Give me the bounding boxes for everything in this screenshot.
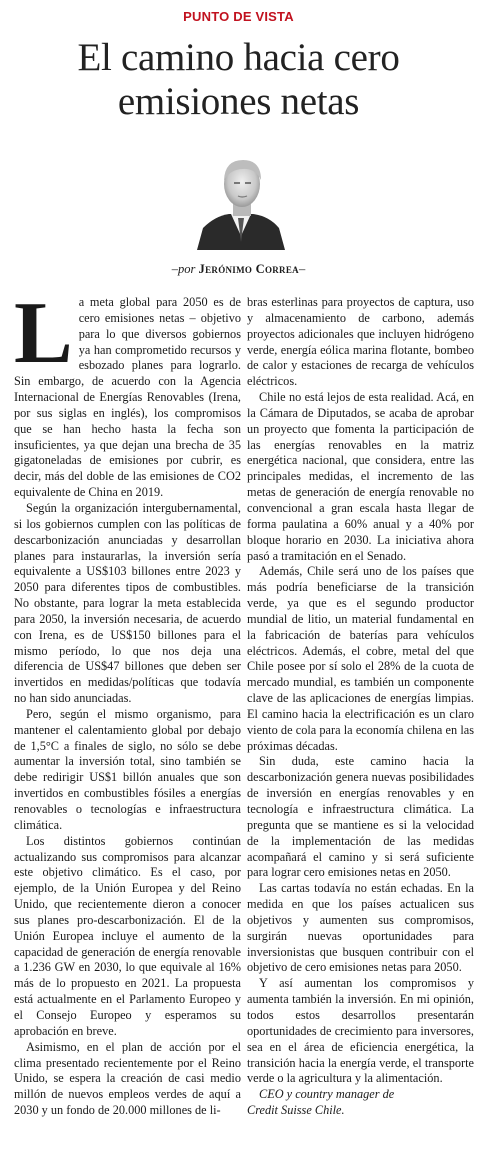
article-paragraph: Los distintos gobiernos continúan actualizando sus compromisos para alcanzar este objetivo climático. Es el caso, por ejemplo, de la Unión Europea y del Reino Unido, que recientemente dieron a conocer sus planes pro-descarbonización. El de la Unión Europea incluye el aumento de la capacidad de generación de energía renovable a 1.236 GW en 2030, lo que equivale al 16% más de lo propuesto en 2021. La propuesta está actualmente en el Parlamento Europeo y el Consejo Europeo y esperamos su aprobación en breve. bbox=[14, 833, 241, 1038]
article-paragraph: Las cartas todavía no están echadas. En la medida en que los países actualicen sus objetivos y aumenten sus compromisos, surgirán nuevas oportunidades para inversionistas que busquen contribuir con el objetivo de cero emisiones netas para 2050. bbox=[247, 881, 474, 975]
byline bbox=[0, 262, 477, 277]
article-paragraph: Y así aumentan los compromisos y aumenta también la inversión. En mi opinión, todos estos desarrollos presentarán oportunidades de crecimiento para inversores, sea en el área de eficiencia energética, la transición hacia la energía verde, el transporte verde o la agricultura y la alimentación. bbox=[247, 976, 474, 1086]
author-portrait bbox=[195, 150, 287, 250]
article-paragraph: Según la organización intergubernamental, si los gobiernos cumplen con las políticas de descarbonización anunciadas y desarrollan planes para instaurarlas, la inversión sería equivalente a US$103 billones entre 2023 y 2050 para diferentes tipos de combustibles. No obstante, para lograr la meta establecida para 2050, la inversión necesaria, de acuerdo con Irena, es de US$150 billones para el mismo período, lo que nos deja una diferencia de US$47 billones que deben ser invertidos en medidas/políticas que todavía no han sido anunciadas. bbox=[14, 500, 241, 706]
section-label: PUNTO DE VISTA bbox=[183, 9, 294, 24]
byline-prefix: –por bbox=[171, 262, 196, 276]
article-paragraph: bras esterlinas para proyectos de captura, uso y almacenamiento de carbono, además proyectos adicionales que incluyen hidrógeno verde, energía eólica marina flotante, bombeo de calor y estaciones de recarga de vehículos eléctricos. bbox=[247, 295, 474, 389]
byline-suffix: – bbox=[298, 262, 306, 276]
article-paragraph: Asimismo, en el plan de acción por el clima presentado recientemente por el Reino Unido, se espera la creación de casi medio millón de nuevos empleos verdes de aquí a 2030 y un fondo de 20.000 millones de li- bbox=[14, 1039, 241, 1118]
headline: El camino hacia cero emisiones netas bbox=[77, 36, 400, 123]
article-paragraph: Además, Chile será uno de los países que más podría beneficiarse de la transición verde, ya que es el segundo productor mundial de litio, un material fundamental en la fabricación de baterías para vehículos eléctricos. Además, el cobre, metal del que Chile posee por sí solo el 28% de la cuota de mercado mundial, es también un componente clave de las aplicaciones de energías limpias. El camino hacia la electrificación es un claro viento de cola para la economía chilena en las próximas décadas. bbox=[247, 564, 474, 753]
article-paragraph: Chile no está lejos de esta realidad. Acá, en la Cámara de Diputados, se acaba de aprobar un proyecto que fomenta la participación de las energías renovables en la matriz energética nacional, que considera, entre las principales medidas, el incremento de las metas de generación de energía renovable no convencional a gran escala hasta llegar de forma paulatina a 60% anual y a 40% por bloque horario en 2030. La iniciativa ahora pasó a tramitación en el Senado. bbox=[247, 390, 474, 563]
article-paragraph: Sin duda, este camino hacia la descarbonización genera nuevas posibilidades de inversión en energías renovables y en tecnología e infraestructura climática. La pregunta que se mantiene es si la velocidad de la implementación de las medidas acompañará el camino y si será suficiente para lograr cero emisiones netas en 2050. bbox=[247, 754, 474, 880]
author-name: Jerónimo Correa bbox=[198, 262, 299, 276]
article-paragraph: Pero, según el mismo organismo, para mantener el calentamiento global por debajo de 1,5°C a finales de siglo, no sólo se debe aumentar la inversión total, sino también se debe redirigir US$1 billón anuales que son invertidos en combustibles fósiles a energías renovables o tecnologías e infraestructura climática. bbox=[14, 706, 241, 832]
drop-cap: L bbox=[14, 285, 73, 382]
author-signature: CEO y country manager de Credit Suisse Chile. bbox=[247, 1087, 395, 1118]
article-paragraph: La meta global para 2050 es de cero emisiones netas – objetivo para lo que diversos gobiernos ya han comprometido recursos y esbozado planes para lograrlo. Sin embargo, de acuerdo con la Agencia Internacional de Energías Renovables (Irena, por sus siglas en inglés), los compromisos que se han hecho hasta la fecha son insuficientes, ya que dejan una brecha de 35 gigatoneladas de emisiones por cubrir, es decir, más del doble de las emisiones de CO2 equivalente de China en 2019. bbox=[14, 285, 241, 500]
article-column-right bbox=[247, 295, 474, 1119]
article-column-left bbox=[14, 285, 241, 1119]
